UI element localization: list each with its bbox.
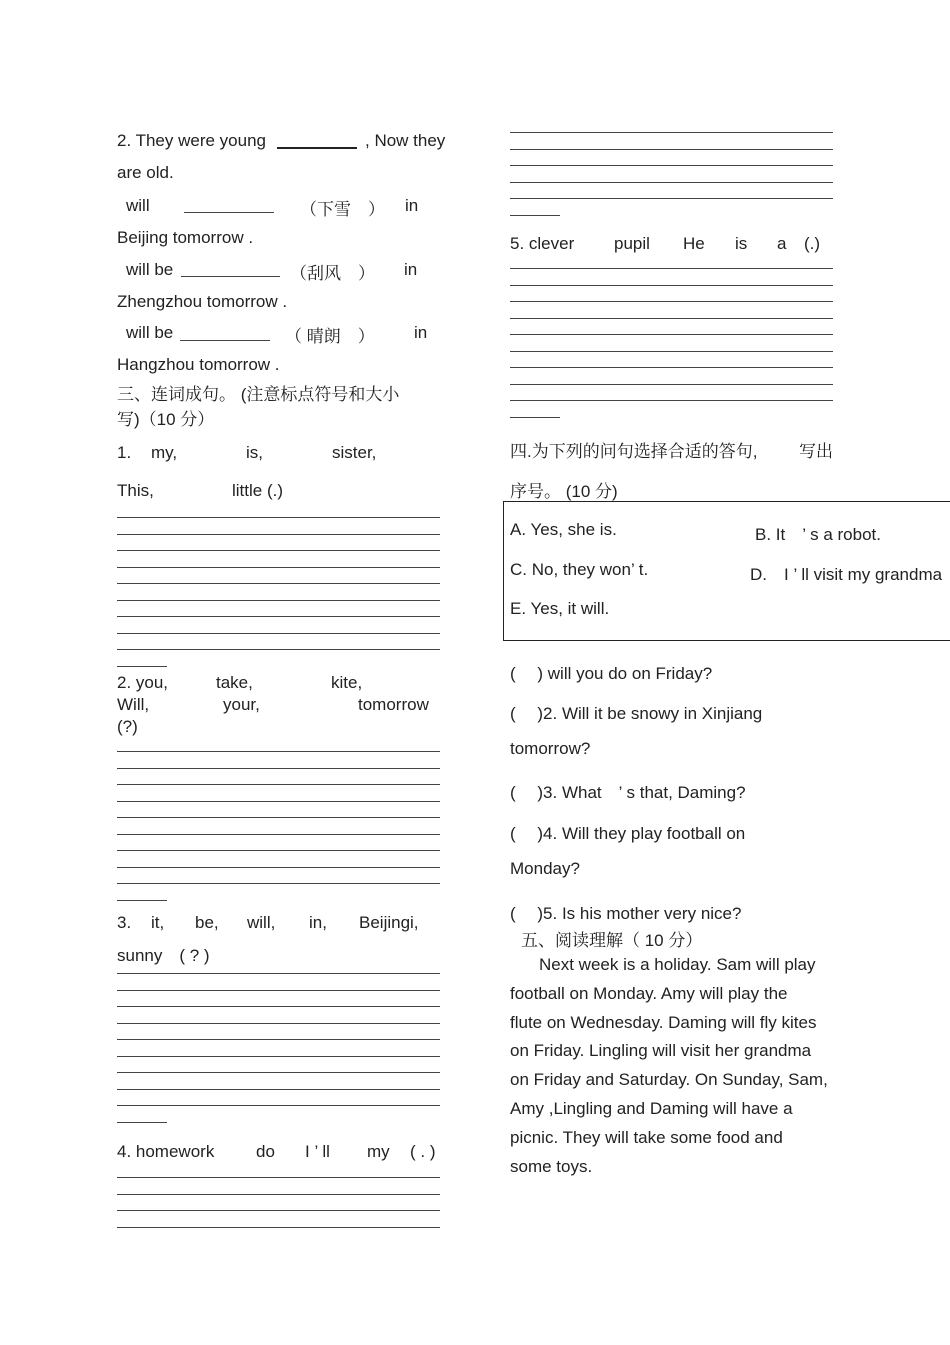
s4-question-2-cont: tomorrow? — [510, 739, 591, 758]
s3q4-word-homework: 4. homework — [117, 1142, 215, 1161]
passage-line-6: Amy ,Lingling and Daming will have a — [510, 1099, 793, 1118]
weather-3-will: will be — [126, 323, 174, 342]
q2-line1-end: , Now they — [365, 131, 446, 150]
weather-3-blank[interactable] — [180, 340, 270, 341]
s3q1-word-little: little (.) — [232, 481, 283, 500]
s3q1-answer-lines[interactable] — [117, 517, 440, 682]
s3q1-word-this: This, — [117, 481, 154, 500]
weather-3-hint: （ 晴朗 ） — [285, 327, 375, 346]
s3q5-word-pupil: pupil — [614, 234, 650, 253]
s3q2-word-your: your, — [223, 695, 260, 714]
section3-title-line2: 写)（10 分） — [117, 410, 215, 429]
s3q4-answer-lines[interactable] — [117, 1177, 440, 1243]
s4-question-4[interactable]: ( )4. Will they play football on — [510, 824, 746, 843]
passage-line-2: football on Monday. Amy will play the — [510, 984, 788, 1003]
weather-3-in: in — [414, 323, 428, 342]
passage-line-7: picnic. They will take some food and — [510, 1128, 783, 1147]
s3q2-word-will: Will, — [117, 695, 150, 714]
s3q3-answer-lines[interactable] — [117, 973, 440, 1138]
s3q3-word-beijing: Beijingi, — [359, 913, 419, 932]
weather-1-will: will — [126, 196, 150, 215]
section4-title-line1: 四.为下列的问句选择合适的答句, — [510, 442, 758, 461]
s3q4-word-do: do — [256, 1142, 275, 1161]
passage-line-8: some toys. — [510, 1157, 593, 1176]
passage-line-4: on Friday. Lingling will visit her grandma — [510, 1041, 812, 1060]
weather-3-place: Hangzhou tomorrow . — [117, 355, 280, 374]
s3q2-word-tomorrow: tomorrow — [358, 695, 429, 714]
passage-line-1: Next week is a holiday. Sam will play — [539, 955, 816, 974]
passage-line-5: on Friday and Saturday. On Sunday, Sam, — [510, 1070, 828, 1089]
section4-title-line2: 序号。 (10 分) — [510, 482, 618, 501]
weather-1-hint: （下雪 ） — [300, 200, 385, 219]
s4-question-3[interactable]: ( )3. What ’ s that, Daming? — [510, 783, 746, 802]
s3q4-word-ill: I ’ ll — [305, 1142, 330, 1161]
s3q5-answer-lines[interactable] — [510, 268, 833, 433]
option-c: C. No, they won’ t. — [510, 560, 649, 579]
s4-question-4-cont: Monday? — [510, 859, 580, 878]
s4-question-5[interactable]: ( )5. Is his mother very nice? — [510, 904, 742, 923]
weather-2-place: Zhengzhou tomorrow . — [117, 292, 288, 311]
s3q2-answer-lines[interactable] — [117, 751, 440, 916]
option-b: B. It ’ s a robot. — [755, 525, 881, 544]
s3q5-word-clever: 5. clever — [510, 234, 575, 253]
section3-title-line1: 三、连词成句。 (注意标点符号和大小 — [117, 385, 400, 404]
s3q5-word-is: is — [735, 234, 748, 253]
s3q3-word-be: be, — [195, 913, 219, 932]
q2-blank-1[interactable] — [277, 147, 357, 149]
s3q2-word-you: 2. you, — [117, 673, 169, 692]
s3q1-word-sister: sister, — [332, 443, 377, 462]
s3q5-punct: (.) — [804, 234, 821, 253]
s3q2-word-kite: kite, — [331, 673, 363, 692]
section5-title: 五、阅读理解（ 10 分） — [521, 931, 703, 950]
weather-2-hint: （刮风 ） — [290, 264, 375, 283]
weather-1-place: Beijing tomorrow . — [117, 228, 254, 247]
weather-1-in: in — [405, 196, 419, 215]
s3q1-word-is: is, — [246, 443, 263, 462]
s3q3-word-num: 3. — [117, 913, 132, 932]
s3q5-word-a: a — [777, 234, 787, 253]
passage-line-3: flute on Wednesday. Daming will fly kites — [510, 1013, 817, 1032]
s3q2-punct: (?) — [117, 717, 138, 736]
s3q1-word-my: my, — [151, 443, 178, 462]
s3q3-word-in: in, — [309, 913, 327, 932]
option-a: A. Yes, she is. — [510, 520, 617, 539]
option-d: D. I ’ ll visit my grandma — [750, 565, 943, 584]
s4-question-1[interactable]: ( ) will you do on Friday? — [510, 664, 713, 683]
option-e: E. Yes, it will. — [510, 599, 610, 618]
s4-question-2[interactable]: ( )2. Will it be snowy in Xinjiang — [510, 704, 763, 723]
s3q3-word-sunny: sunny ( ? ) — [117, 946, 210, 965]
weather-1-blank[interactable] — [184, 212, 274, 213]
s3q4-punct: ( . ) — [410, 1142, 436, 1161]
s3q4-answer-lines-cont[interactable] — [510, 132, 833, 231]
weather-2-in: in — [404, 260, 418, 279]
q2-line1-start: 2. They were young — [117, 131, 266, 150]
s3q1-word-num: 1. — [117, 443, 132, 462]
weather-2-blank[interactable] — [181, 276, 280, 277]
s3q4-word-my: my — [367, 1142, 390, 1161]
q2-line2: are old. — [117, 163, 174, 182]
s3q3-word-it: it, — [151, 913, 165, 932]
s3q5-word-he: He — [683, 234, 705, 253]
s3q2-word-take: take, — [216, 673, 253, 692]
section4-title-line1-end: 写出 — [799, 442, 833, 461]
weather-2-will: will be — [126, 260, 174, 279]
s3q3-word-will: will, — [247, 913, 276, 932]
